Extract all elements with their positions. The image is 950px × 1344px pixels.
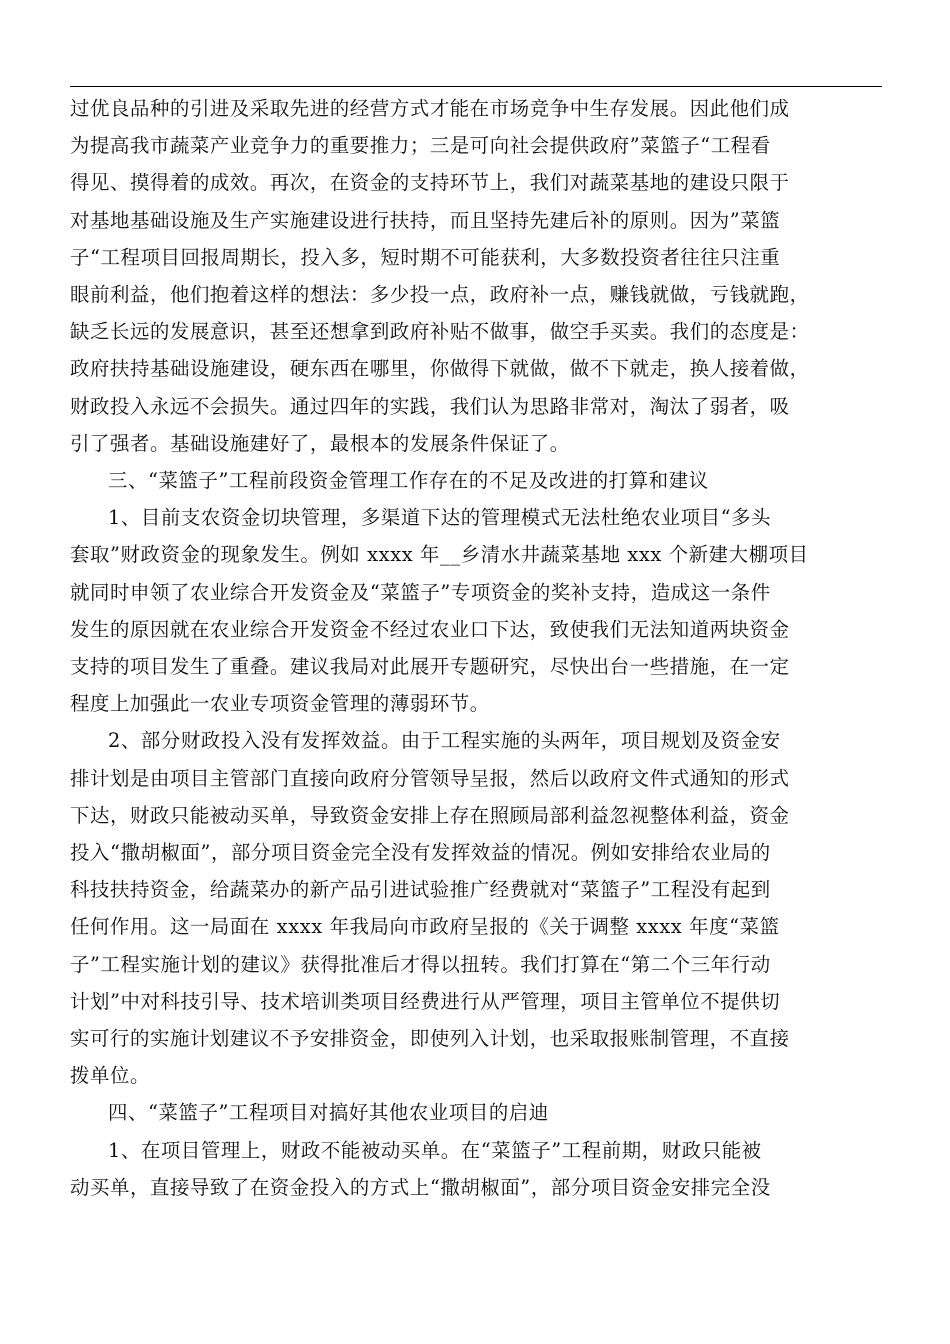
header-rule xyxy=(70,86,882,87)
paragraph-continuation xyxy=(70,90,900,462)
text-line: 缺乏长远的发展意识，甚至还想拿到政府补贴不做事，做空手买卖。我们的态度是： xyxy=(70,320,810,344)
text-line: 发生的原因就在农业综合开发资金不经过农业口下达，致使我们无法知道两块资金 xyxy=(70,617,790,641)
text-line: 1、目前支农资金切块管理，多渠道下达的管理模式无法杜绝农业项目“多头 xyxy=(108,506,772,530)
text-line: 子“工程项目回报周期长，投入多，短时期不可能获利，大多数投资者往往只注重 xyxy=(70,245,781,269)
text-line: 拨单位。 xyxy=(70,1064,150,1088)
text-line: 过优良品种的引进及采取先进的经营方式才能在市场竞争中生存发展。因此他们成 xyxy=(70,97,790,120)
text-line: 套取”财政资金的现象发生。例如 xxxx 年__乡清水井蔬菜基地 xxx 个新建大棚项目 xyxy=(70,543,809,567)
text-line: 任何作用。这一局面在 xxxx 年我局向市政府呈报的《关于调整 xxxx 年度“菜篮 xyxy=(70,915,780,939)
text-line: 得见、摸得着的成效。再次，在资金的支持环节上，我们对蔬菜基地的建设只限于 xyxy=(70,171,790,195)
text-line: 动买单，直接导致了在资金投入的方式上“撒胡椒面”，部分项目资金安排完全没 xyxy=(70,1175,771,1199)
heading-line: 四、“菜篮子”工程项目对搞好其他农业项目的启迪 xyxy=(108,1101,549,1125)
text-line: 1、在项目管理上，财政不能被动买单。在“菜篮子”工程前期，财政只能被 xyxy=(108,1138,762,1162)
text-line: 下达，财政只能被动买单，导致资金安排上存在照顾局部利益忽视整体利益，资金 xyxy=(70,803,790,827)
text-line: 财政投入永远不会损失。通过四年的实践，我们认为思路非常对，淘汰了弱者，吸 xyxy=(70,394,790,418)
text-line: 科技扶持资金，给蔬菜办的新产品引进试验推广经费就对“菜篮子”工程没有起到 xyxy=(70,878,771,902)
text-line: 计划”中对科技引导、技术培训类项目经费进行从严管理，项目主管单位不提供切 xyxy=(70,989,781,1013)
text-line: 排计划是由项目主管部门直接向政府分管领导呈报，然后以政府文件式通知的形式 xyxy=(70,766,790,790)
text-line: 政府扶持基础设施建设，硬东西在哪里，你做得下就做，做不下就走，换人接着做， xyxy=(70,357,810,381)
section-heading-4 xyxy=(70,1094,900,1131)
text-line: 支持的项目发生了重叠。建议我局对此展开专题研究，尽快出台一些措施，在一定 xyxy=(70,655,790,679)
text-line: 为提高我市蔬菜产业竞争力的重要推力；三是可向社会提供政府”菜篮子“工程看 xyxy=(70,134,771,158)
document-body xyxy=(70,90,900,1206)
text-line: 程度上加强此一农业专项资金管理的薄弱环节。 xyxy=(70,692,490,716)
paragraph-item-4-1 xyxy=(70,1132,900,1206)
paragraph-item-1 xyxy=(70,499,900,722)
heading-line: 三、“菜篮子”工程前段资金管理工作存在的不足及改进的打算和建议 xyxy=(108,469,709,493)
text-line: 子”工程实施计划的建议》获得批准后才得以扭转。我们打算在“第二个三年行动 xyxy=(70,952,771,976)
section-heading-3 xyxy=(70,462,900,499)
text-line: 对基地基础设施及生产实施建设进行扶持，而且坚持先建后补的原则。因为”菜篮 xyxy=(70,208,781,232)
text-line: 就同时申领了农业综合开发资金及“菜篮子”专项资金的奖补支持，造成这一条件 xyxy=(70,580,771,604)
paragraph-item-2 xyxy=(70,722,900,1094)
text-line: 引了强者。基础设施建好了，最根本的发展条件保证了。 xyxy=(70,431,570,455)
text-line: 实可行的实施计划建议不予安排资金，即使列入计划，也采取报账制管理，不直接 xyxy=(70,1027,790,1051)
text-line: 2、部分财政投入没有发挥效益。由于工程实施的头两年，项目规划及资金安 xyxy=(108,729,781,753)
text-line: 投入“撒胡椒面”，部分项目资金完全没有发挥效益的情况。例如安排给农业局的 xyxy=(70,841,771,865)
text-line: 眼前利益，他们抱着这样的想法：多少投一点，政府补一点，赚钱就做，亏钱就跑， xyxy=(70,283,810,307)
